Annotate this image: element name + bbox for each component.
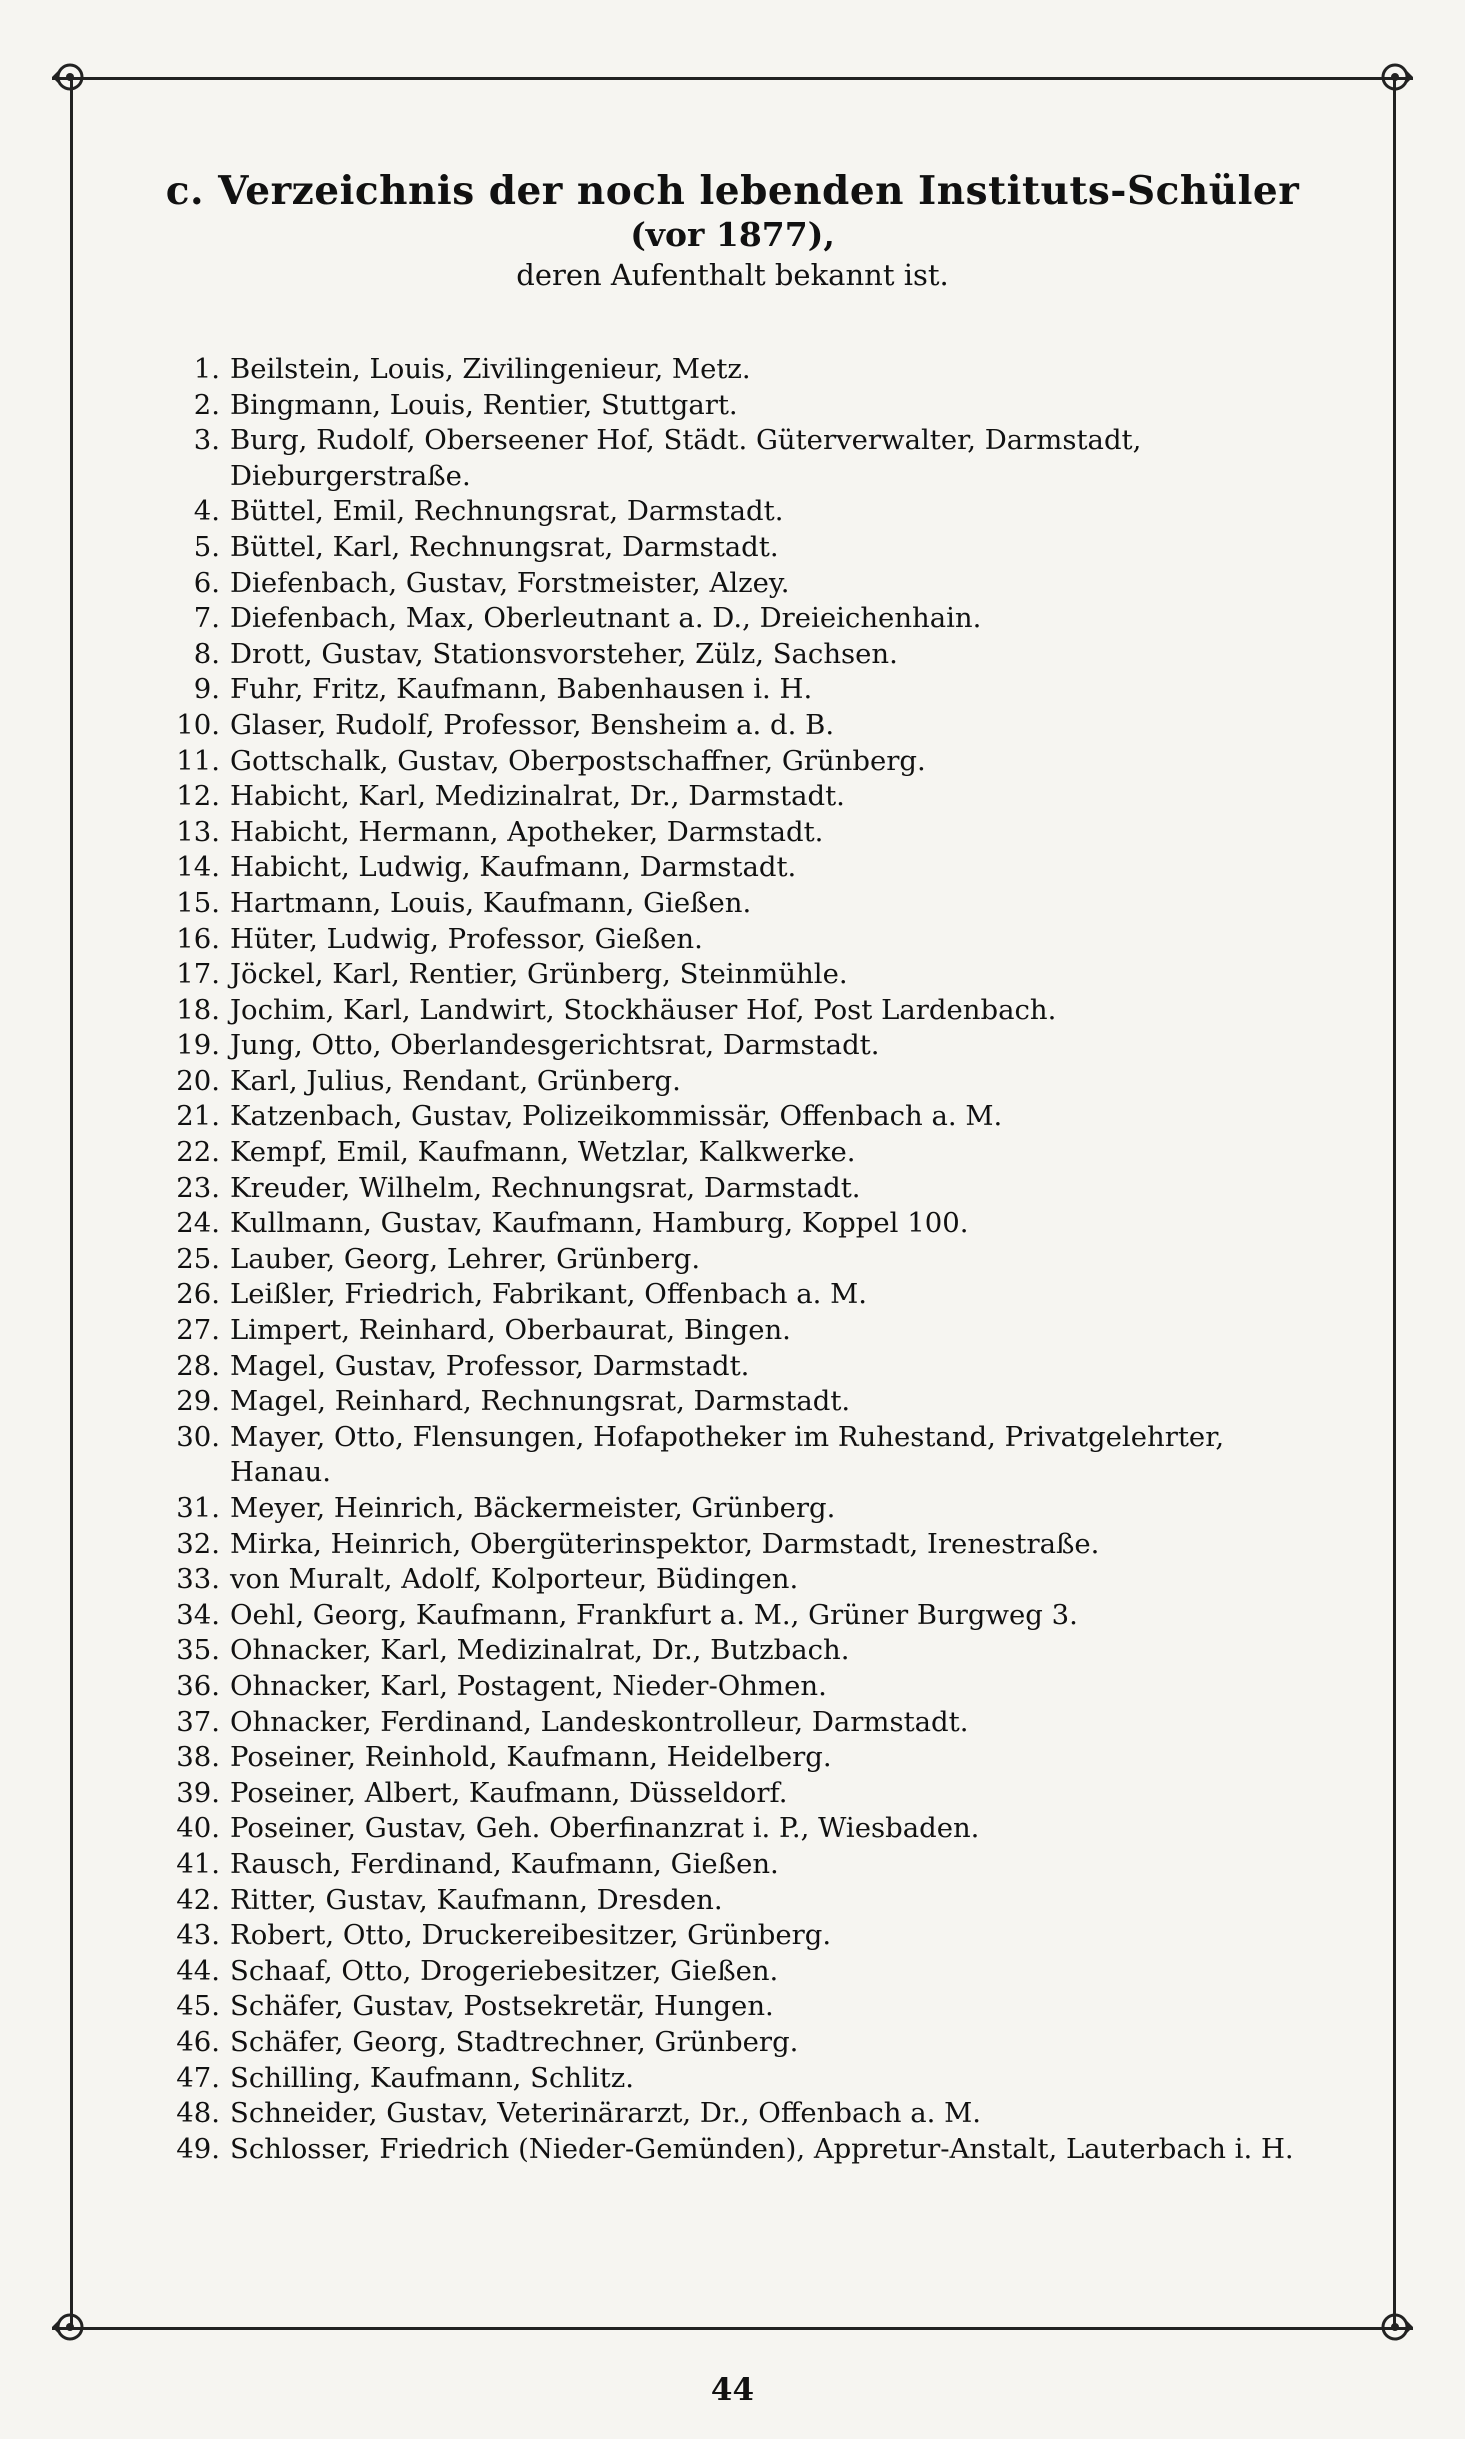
list-item-text: Habicht, Hermann, Apotheker, Darmstadt.: [230, 815, 824, 848]
list-item-number: 43.: [176, 1919, 220, 1952]
list-item-text: Mirka, Heinrich, Obergüterinspektor, Darmstadt, Irenestraße.: [230, 1527, 1100, 1560]
list-item: [160, 1028, 1310, 1064]
list-item-number: 37.: [176, 1705, 220, 1738]
list-item-number: 46.: [176, 2025, 220, 2058]
list-item: [160, 957, 1310, 993]
list-item-text: Ohnacker, Ferdinand, Landeskontrolleur, Darmstadt.: [230, 1705, 969, 1738]
list-item-number: 14.: [176, 851, 220, 884]
page-header: [100, 168, 1365, 294]
list-item: [160, 1811, 1310, 1847]
frame-left-rule: [70, 80, 73, 2325]
list-item-text: Magel, Reinhard, Rechnungsrat, Darmstadt.: [230, 1385, 851, 1418]
list-item-text: Jochim, Karl, Landwirt, Stockhäuser Hof, Post Lardenbach.: [230, 993, 1057, 1026]
list-item-text: Gottschalk, Gustav, Oberpostschaffner, Grünberg.: [230, 744, 926, 777]
list-item: [160, 672, 1310, 708]
list-item: [160, 352, 1310, 388]
list-item-text: Fuhr, Fritz, Kaufmann, Babenhausen i. H.: [230, 673, 813, 706]
list-item-text: Jöckel, Karl, Rentier, Grünberg, Steinmühle.: [230, 958, 848, 991]
list-item-number: 19.: [176, 1029, 220, 1062]
list-item: [160, 779, 1310, 815]
list-item-number: 31.: [176, 1492, 220, 1524]
list-item: [160, 850, 1310, 886]
list-item-text: Hartmann, Louis, Kaufmann, Gießen.: [230, 886, 752, 919]
list-item-number: 29.: [176, 1385, 220, 1418]
list-item-text: Beilstein, Louis, Zivilingenieur, Metz.: [230, 353, 751, 385]
list-item-text: Meyer, Heinrich, Bäckermeister, Grünberg.: [230, 1492, 836, 1524]
list-item: [160, 423, 1310, 494]
list-item: [160, 566, 1310, 602]
list-item-text: Mayer, Otto, Flensungen, Hofapotheker im Ruhestand, Privatgelehrter, Hanau.: [230, 1420, 1225, 1489]
list-item: [160, 1384, 1310, 1420]
list-item-text: Poseiner, Reinhold, Kaufmann, Heidelberg.: [230, 1741, 832, 1774]
list-item: [160, 815, 1310, 851]
list-item: [160, 1206, 1310, 1242]
list-item: [160, 2061, 1310, 2097]
list-item-text: von Muralt, Adolf, Kolporteur, Büdingen.: [230, 1563, 799, 1596]
list-item: [160, 1562, 1310, 1598]
list-item-number: 20.: [176, 1064, 220, 1097]
frame-top-rule: [52, 77, 1413, 80]
list-item-text: Jung, Otto, Oberlandesgerichtsrat, Darmstadt.: [230, 1029, 880, 1062]
list-item-number: 2.: [193, 388, 220, 421]
page-number: 44: [710, 2372, 755, 2408]
student-list: [160, 352, 1310, 2167]
list-item-number: 18.: [176, 993, 220, 1026]
list-item-number: 13.: [176, 815, 220, 848]
list-item: [160, 1135, 1310, 1171]
list-item-number: 15.: [176, 886, 220, 919]
list-item-text: Karl, Julius, Rendant, Grünberg.: [230, 1064, 681, 1097]
list-item-number: 5.: [193, 530, 220, 563]
list-item-number: 34.: [176, 1598, 220, 1631]
list-item: [160, 1776, 1310, 1812]
list-item-number: 4.: [193, 495, 220, 528]
list-item-number: 44.: [176, 1954, 220, 1987]
list-item-number: 41.: [176, 1847, 220, 1880]
list-item: [160, 388, 1310, 424]
list-item-text: Habicht, Ludwig, Kaufmann, Darmstadt.: [230, 851, 797, 884]
list-item: [160, 2132, 1310, 2168]
frame-bottom-rule: [52, 2327, 1413, 2330]
list-item-number: 7.: [193, 602, 220, 635]
list-item-text: Glaser, Rudolf, Professor, Bensheim a. d. B.: [230, 708, 835, 741]
list-item-text: Habicht, Karl, Medizinalrat, Dr., Darmstadt.: [230, 780, 845, 813]
list-item-number: 45.: [176, 1990, 220, 2023]
list-item-number: 26.: [176, 1278, 220, 1311]
list-item-text: Bingmann, Louis, Rentier, Stuttgart.: [230, 388, 738, 421]
list-item-text: Diefenbach, Max, Oberleutnant a. D., Dreieichenhain.: [230, 602, 982, 635]
list-item-number: 42.: [176, 1883, 220, 1916]
list-item-text: Hüter, Ludwig, Professor, Gießen.: [230, 922, 703, 955]
corner-ornament-icon: [48, 55, 92, 99]
list-item: [160, 1527, 1310, 1563]
list-item-text: Leißler, Friedrich, Fabrikant, Offenbach a. M.: [230, 1278, 867, 1311]
list-item-number: 35.: [176, 1634, 220, 1667]
list-item-text: Rausch, Ferdinand, Kaufmann, Gießen.: [230, 1847, 779, 1880]
list-item-text: Ohnacker, Karl, Medizinalrat, Dr., Butzbach.: [230, 1634, 850, 1667]
list-item-text: Ohnacker, Karl, Postagent, Nieder-Ohmen.: [230, 1669, 827, 1702]
page-title: c. Verzeichnis der noch lebenden Instituts-Schüler: [165, 168, 1300, 214]
list-item: [160, 993, 1310, 1029]
frame-right-rule: [1393, 80, 1396, 2325]
list-item: [160, 530, 1310, 566]
list-item-number: 9.: [193, 673, 220, 706]
list-item: [160, 1349, 1310, 1385]
list-item-text: Schaaf, Otto, Drogeriebesitzer, Gießen.: [230, 1954, 779, 1987]
list-item-number: 30.: [176, 1420, 220, 1453]
list-item-text: Schlosser, Friedrich (Nieder-Gemünden), Appretur-Anstalt, Lauterbach i. H.: [230, 2132, 1294, 2165]
list-item-text: Limpert, Reinhard, Oberbaurat, Bingen.: [230, 1314, 791, 1347]
list-item-number: 49.: [176, 2132, 220, 2165]
list-item: [160, 886, 1310, 922]
page-subtitle-note: deren Aufenthalt bekannt ist.: [516, 258, 949, 292]
list-item: [160, 1883, 1310, 1919]
list-item-text: Ritter, Gustav, Kaufmann, Dresden.: [230, 1883, 723, 1916]
list-item: [160, 637, 1310, 673]
list-item: [160, 1847, 1310, 1883]
list-item-text: Poseiner, Gustav, Geh. Oberfinanzrat i. P., Wiesbaden.: [230, 1812, 980, 1845]
list-item: [160, 922, 1310, 958]
list-item: [160, 708, 1310, 744]
page-subtitle: (vor 1877),: [630, 215, 835, 254]
list-item: [160, 744, 1310, 780]
list-item-number: 11.: [176, 744, 220, 777]
list-item-number: 32.: [176, 1527, 220, 1560]
list-item-number: 16.: [176, 922, 220, 955]
list-item-number: 33.: [176, 1563, 220, 1596]
list-item: [160, 1918, 1310, 1954]
list-item-number: 25.: [176, 1242, 220, 1275]
list-item-text: Kempf, Emil, Kaufmann, Wetzlar, Kalkwerke.: [230, 1136, 856, 1169]
list-item-number: 38.: [176, 1741, 220, 1774]
list-item: [160, 601, 1310, 637]
list-item-number: 40.: [176, 1812, 220, 1845]
list-item: [160, 1669, 1310, 1705]
list-item: [160, 1099, 1310, 1135]
list-item-number: 27.: [176, 1314, 220, 1347]
list-item-text: Magel, Gustav, Professor, Darmstadt.: [230, 1349, 750, 1382]
list-item: [160, 1420, 1310, 1491]
list-item-text: Katzenbach, Gustav, Polizeikommissär, Offenbach a. M.: [230, 1100, 1003, 1133]
corner-ornament-icon: [48, 2305, 92, 2349]
list-item: [160, 1277, 1310, 1313]
list-item-number: 36.: [176, 1669, 220, 1702]
list-item-number: 1.: [193, 353, 220, 385]
list-item: [160, 1705, 1310, 1741]
list-item: [160, 494, 1310, 530]
list-item: [160, 1171, 1310, 1207]
list-item-number: 6.: [193, 566, 220, 599]
list-item: [160, 1954, 1310, 1990]
list-item-text: Oehl, Georg, Kaufmann, Frankfurt a. M., Grüner Burgweg 3.: [230, 1598, 1078, 1631]
list-item-text: Diefenbach, Gustav, Forstmeister, Alzey.: [230, 566, 790, 599]
list-item-number: 24.: [176, 1207, 220, 1240]
list-item: [160, 1313, 1310, 1349]
list-item: [160, 1598, 1310, 1634]
list-item-number: 10.: [176, 708, 220, 741]
list-item-number: 28.: [176, 1349, 220, 1382]
list-item-text: Büttel, Emil, Rechnungsrat, Darmstadt.: [230, 495, 784, 528]
list-item-number: 21.: [176, 1100, 220, 1133]
corner-ornament-icon: [1373, 55, 1417, 99]
list-item-text: Schneider, Gustav, Veterinärarzt, Dr., Offenbach a. M.: [230, 2097, 981, 2130]
list-item-number: 48.: [176, 2097, 220, 2130]
list-item-number: 23.: [176, 1171, 220, 1204]
list-item-number: 3.: [193, 424, 220, 457]
list-item: [160, 1491, 1310, 1527]
list-item: [160, 1633, 1310, 1669]
list-item-text: Schäfer, Georg, Stadtrechner, Grünberg.: [230, 2025, 799, 2058]
corner-ornament-icon: [1373, 2305, 1417, 2349]
list-item-number: 12.: [176, 780, 220, 813]
list-item-text: Drott, Gustav, Stationsvorsteher, Zülz, Sachsen.: [230, 637, 898, 670]
list-item-number: 8.: [193, 637, 220, 670]
list-item-number: 47.: [176, 2061, 220, 2094]
list-item-text: Lauber, Georg, Lehrer, Grünberg.: [230, 1242, 701, 1275]
list-item: [160, 1242, 1310, 1278]
list-item-text: Schilling, Kaufmann, Schlitz.: [230, 2061, 634, 2094]
list-item-text: Kreuder, Wilhelm, Rechnungsrat, Darmstadt.: [230, 1171, 861, 1204]
list-item-number: 22.: [176, 1136, 220, 1169]
list-item-text: Büttel, Karl, Rechnungsrat, Darmstadt.: [230, 530, 779, 563]
list-item-text: Poseiner, Albert, Kaufmann, Düsseldorf.: [230, 1776, 788, 1809]
list-item: [160, 1740, 1310, 1776]
list-item-text: Kullmann, Gustav, Kaufmann, Hamburg, Koppel 100.: [230, 1207, 969, 1240]
list-item-number: 39.: [176, 1776, 220, 1809]
list-item: [160, 1989, 1310, 2025]
list-item-text: Schäfer, Gustav, Postsekretär, Hungen.: [230, 1990, 774, 2023]
list-item-number: 17.: [176, 958, 220, 991]
list-item-text: Burg, Rudolf, Oberseener Hof, Städt. Güterverwalter, Darmstadt, Dieburgerstraße.: [230, 424, 1142, 492]
list-item: [160, 2096, 1310, 2132]
list-item-text: Robert, Otto, Druckereibesitzer, Grünberg.: [230, 1919, 832, 1952]
list-item: [160, 2025, 1310, 2061]
list-item: [160, 1064, 1310, 1100]
